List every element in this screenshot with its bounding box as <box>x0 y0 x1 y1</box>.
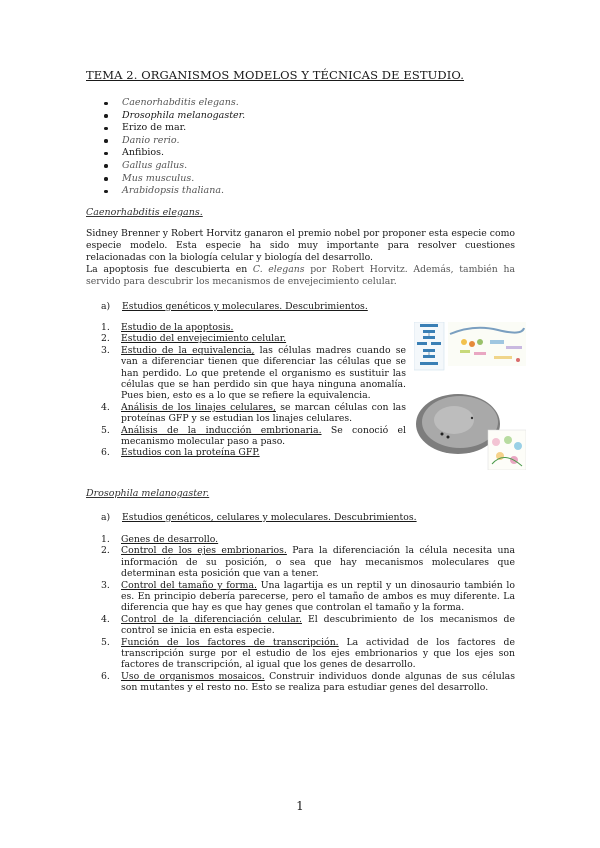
list-item-title: Estudio de la apoptosis. <box>121 322 234 333</box>
list-item-title: Análisis de los linajes celulares, <box>121 401 276 413</box>
page-number: 1 <box>296 799 304 813</box>
list-number: 3. <box>101 579 110 591</box>
list-number: 3. <box>101 344 110 356</box>
list-item-title: Estudios con la proteína GFP. <box>121 447 260 459</box>
numbered-list-item <box>101 425 406 448</box>
numbered-list-item <box>101 545 515 579</box>
celegans-discoveries-list <box>101 322 406 459</box>
list-number: 5. <box>101 636 110 648</box>
organism-list-item: Erizo de mar. <box>122 122 245 135</box>
list-item-description: El descubrimiento de los mecanismos de control se inicia en esta especie. <box>121 613 516 637</box>
numbered-list-item <box>101 345 406 402</box>
numbered-list-item <box>101 580 515 614</box>
list-item-title: Uso de organismos mosaicos. <box>121 670 265 682</box>
list-item-description: Se conoció el mecanismo molecular paso a paso. <box>121 424 406 448</box>
numbered-list-item <box>101 402 406 425</box>
drosophila-subheading <box>101 512 417 523</box>
numbered-list-item <box>101 637 515 671</box>
list-item-title: Control de los ejes embrionarios. <box>121 545 287 557</box>
numbered-list-item <box>101 671 515 694</box>
drosophila-heading: Drosophila melanogaster. <box>86 488 210 499</box>
flowchart-diagram <box>414 322 444 370</box>
list-number: 4. <box>101 613 110 625</box>
subheading-label: a) <box>101 301 111 312</box>
list-item-title: Genes de desarrollo. <box>121 534 219 545</box>
para2-end: por Robert Horvitz. Además, también ha servido para descubrir los mecanismos de envejecimiento celular. <box>86 264 515 287</box>
organism-list-item: Anfibios. <box>122 147 245 160</box>
numbered-list-item <box>101 534 515 545</box>
pathway-diagram <box>448 322 526 366</box>
list-number: 5. <box>101 424 110 436</box>
list-item-title: Control de la diferenciación celular. <box>121 613 303 625</box>
organism-list-item: Caenorhabditis elegans. <box>122 97 245 110</box>
subheading-label: a) <box>101 512 111 523</box>
celegans-heading: Caenorhabditis elegans. <box>86 207 203 218</box>
list-item-description: Construir individuos donde algunas de sus células son mutantes y el resto no. Esto se realiza para estudiar genes del desarrollo. <box>121 670 515 694</box>
list-number: 1. <box>101 534 110 545</box>
page-title: TEMA 2. ORGANISMOS MODELOS Y TÉCNICAS DE ESTUDIO. <box>86 68 464 82</box>
organism-list-item: Mus musculus. <box>122 173 245 186</box>
organism-list-item: Arabidopsis thaliana. <box>122 185 245 198</box>
numbered-list-item <box>101 333 406 344</box>
celegans-paragraph-2 <box>86 264 515 288</box>
list-item-title: Estudio de la equivalencia, <box>121 344 255 356</box>
drosophila-discoveries-list <box>101 534 515 694</box>
list-item-description: Una lagartija es un reptil y un dinosaurio también lo es. En principio debería parecerse, pero el tamaño de ambos es muy diferente. La diferencia que hay es que hay genes que controlan el tamaño y la forma. <box>121 579 515 614</box>
para2-start: La apoptosis fue descubierta en <box>86 264 253 275</box>
gene-expression-panel <box>488 430 526 470</box>
organism-list-item: Drosophila melanogaster. <box>122 109 246 121</box>
list-item-description: La actividad de los factores de transcripción surge por el estudio de los ejes embrionarios y que los ejes son factores de transcripción, al igual que los genes de desarrollo. <box>121 636 515 671</box>
numbered-list-item <box>101 447 406 458</box>
organism-list <box>122 97 245 198</box>
list-number: 2. <box>101 545 110 557</box>
celegans-paragraph-1: Sidney Brenner y Robert Horvitz ganaron el premio nobel por proponer esta especie como especie modelo. Esta especie ha sido muy importante para resolver cuestiones relacionadas con la biología celular y biología del desarrollo. <box>86 228 515 263</box>
celegans-species-name: C. elegans <box>252 264 305 275</box>
list-item-title: Función de los factores de transcripción. <box>121 636 339 648</box>
list-number: 1. <box>101 322 110 333</box>
list-number: 6. <box>101 670 110 682</box>
list-item-title: Estudio del envejecimiento celular. <box>121 333 287 345</box>
list-item-title: Control del tamaño y forma. <box>121 579 257 591</box>
list-item-title: Análisis de la inducción embrionaria. <box>121 424 322 436</box>
celegans-subheading <box>101 301 368 312</box>
list-number: 2. <box>101 333 110 345</box>
list-item-description: las células madres cuando se van a diferenciar tienen que diferenciar las células que se han perdido. Lo que pretende el organismo es sustituir las células que se han perdido sin que haya ninguna anomalía. Pues bien, esto es a lo que se refiere la equivalencia. <box>121 344 406 402</box>
list-number: 6. <box>101 447 110 459</box>
list-item-description: Para la diferenciación la célula necesita una información de su posición, o sea que hay mecanismos moleculares que determinan esta posición que van a tener. <box>121 545 515 580</box>
numbered-list-item <box>101 614 515 637</box>
celegans-figure-collage <box>414 322 526 470</box>
list-number: 4. <box>101 401 110 413</box>
organism-list-item: Gallus gallus. <box>122 160 245 173</box>
subheading-text: Estudios genéticos y moleculares. Descubrimientos. <box>122 301 368 312</box>
subheading-text: Estudios genéticos, celulares y moleculares. Descubrimientos. <box>122 512 417 523</box>
organism-list-item: Danio rerio. <box>122 135 245 148</box>
numbered-list-item <box>101 322 406 333</box>
list-item-description: se marcan células con las proteínas GFP y se estudian los linajes celulares. <box>121 401 407 425</box>
